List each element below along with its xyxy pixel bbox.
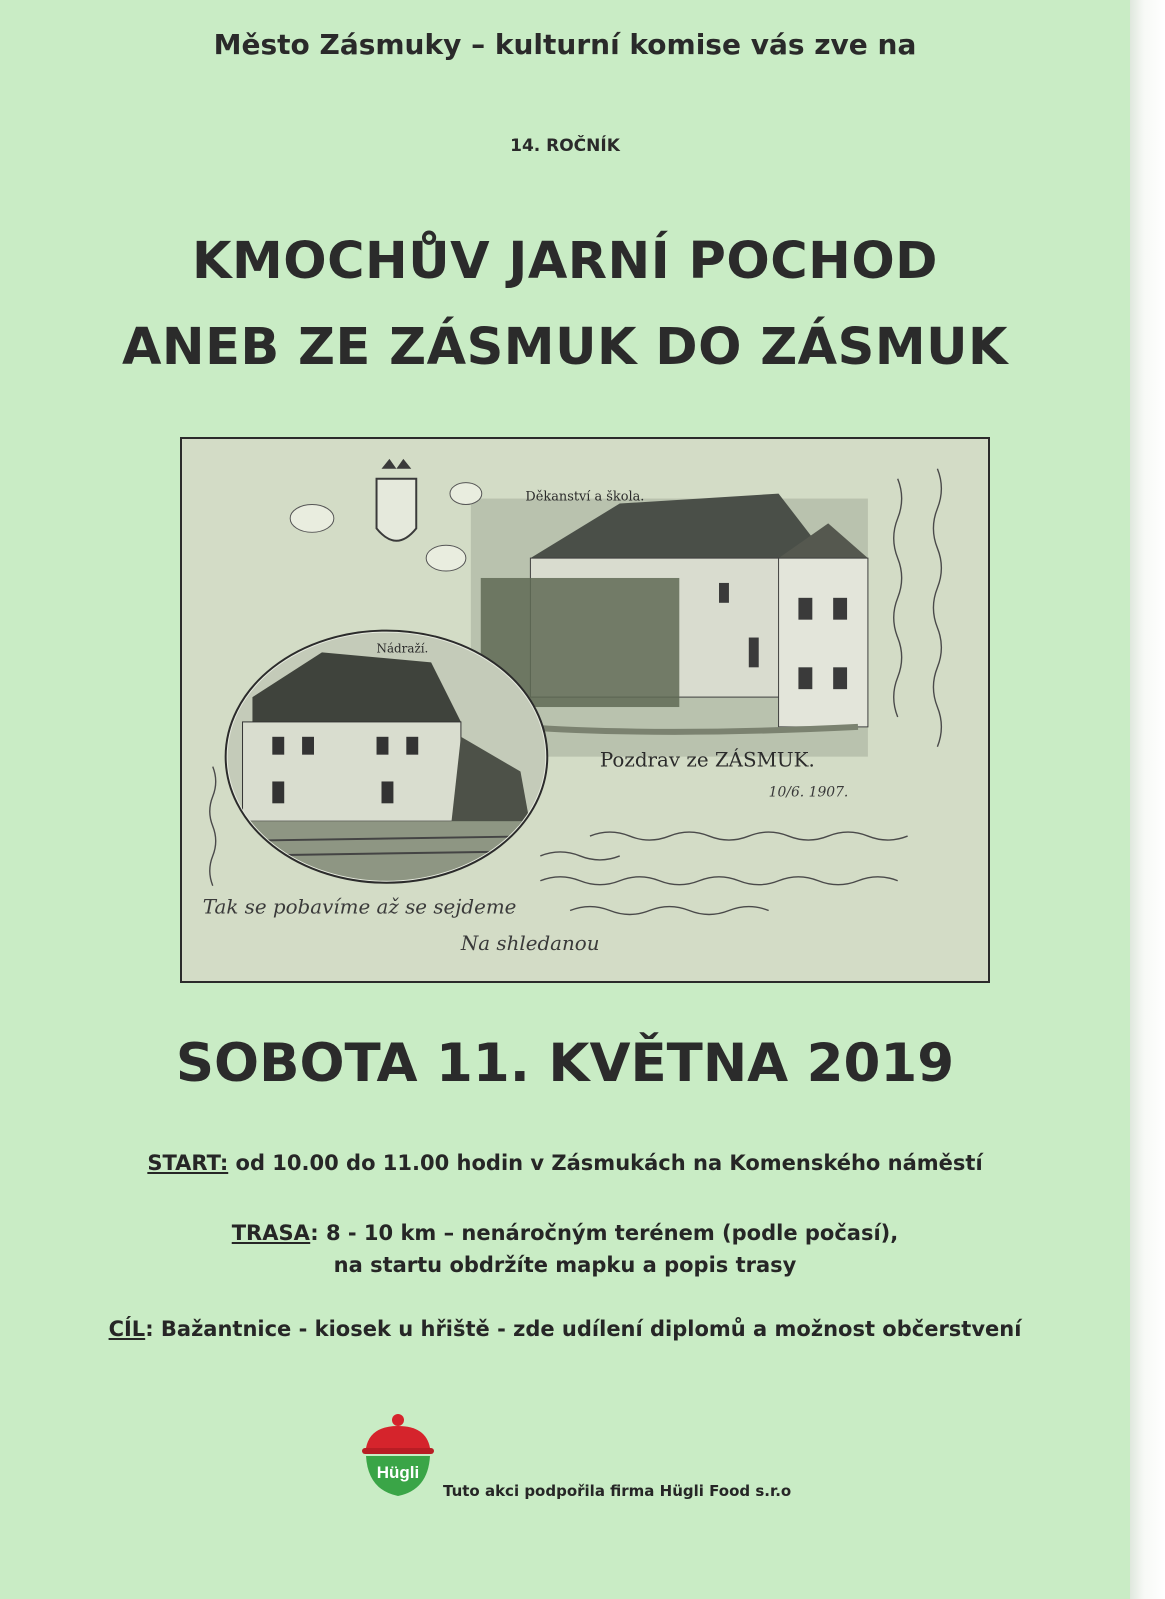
handwriting-left: Tak se pobavíme až se sejdeme	[202, 895, 517, 919]
title-line-2: ANEB ZE ZÁSMUK DO ZÁSMUK	[121, 318, 1009, 377]
handwriting-bottom: Na shledanou	[460, 932, 600, 956]
logo-text: Hügli	[376, 1463, 420, 1482]
caption-station: Nádraží.	[376, 641, 429, 656]
start-label: START:	[147, 1151, 229, 1175]
hugli-logo	[360, 1412, 436, 1502]
finish-label: CÍL	[108, 1317, 146, 1341]
organizer-line: Město Zásmuky – kulturní komise vás zve na	[213, 28, 917, 61]
edition-label: 14. ROČNÍK	[510, 136, 620, 156]
route-info-line2: na startu obdržíte mapku a popis trasy	[333, 1253, 797, 1277]
sponsor-text: Tuto akci podpořila firma Hügli Food s.r.o	[443, 1482, 792, 1500]
route-label: TRASA	[231, 1221, 311, 1245]
start-text: od 10.00 do 11.00 hodin v Zásmukách na Komenského náměstí	[228, 1151, 983, 1175]
handwriting-date: 10/6. 1907.	[768, 784, 849, 801]
historic-postcard-image	[180, 437, 990, 983]
paper-edge	[1130, 0, 1165, 1599]
event-date: SOBOTA 11. KVĚTNA 2019	[175, 1033, 955, 1094]
route-info	[0, 1217, 1130, 1249]
start-info	[0, 1147, 1130, 1179]
finish-text: : Bažantnice - kiosek u hřiště - zde udílení diplomů a možnost občerstvení	[145, 1317, 1022, 1341]
title-line-1: KMOCHŮV JARNÍ POCHOD	[191, 232, 939, 291]
finish-info	[0, 1313, 1130, 1345]
route-text: : 8 - 10 km – nenáročným terénem (podle počasí),	[310, 1221, 899, 1245]
caption-school: Děkanství a škola.	[525, 489, 645, 505]
postcard-greeting: Pozdrav ze ZÁSMUK.	[599, 748, 815, 772]
